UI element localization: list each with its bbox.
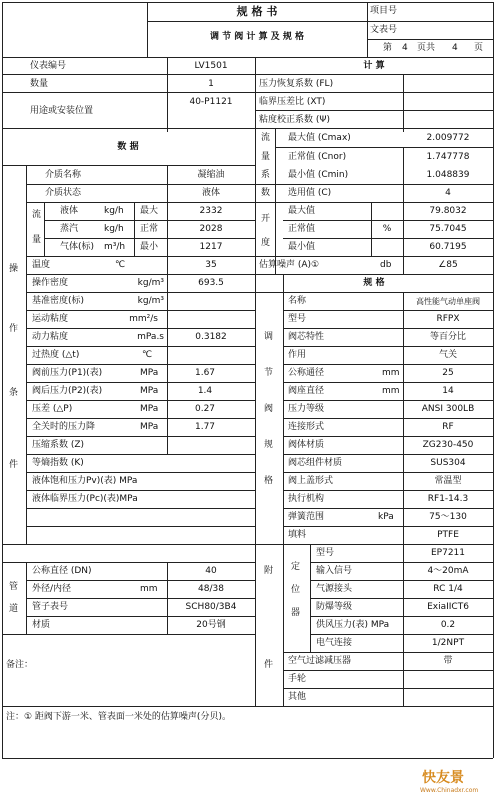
cnor-value: 1.747778 xyxy=(426,152,470,162)
spec-char-label: 阀芯特性 xyxy=(288,332,325,342)
doc-no-label: 文表号 xyxy=(370,25,398,35)
side-op-4: 件 xyxy=(9,460,19,470)
page-total: 4 xyxy=(452,43,458,53)
temp-label: 温度 xyxy=(32,260,51,270)
spec-actuator-label: 执行机构 xyxy=(288,494,325,504)
spec-packing-label: 填料 xyxy=(288,530,307,540)
spec-model-value: RFPX xyxy=(436,314,460,324)
pipe-dn-label: 公称直径 (DN) xyxy=(32,566,92,576)
valve-side-1: 调 xyxy=(264,332,274,342)
spec-spring-unit: kPa xyxy=(378,512,394,522)
pipe-mat-value: 20号钢 xyxy=(196,620,226,630)
liquid-label: 液体 xyxy=(60,206,79,216)
pos-model-value: EP7211 xyxy=(430,548,466,558)
max-value: 2332 xyxy=(199,206,223,216)
pos-side-1: 定 xyxy=(291,562,301,572)
p1-label: 阀前压力(P1)(表) xyxy=(32,368,103,378)
steam-unit: kg/h xyxy=(104,224,124,234)
spec-seat-label: 阀座直径 xyxy=(288,386,325,396)
valve-side-2: 节 xyxy=(264,368,274,378)
cv-side-2: 量 xyxy=(261,152,271,162)
cmax-value: 2.009772 xyxy=(426,133,470,143)
spec-dn-value: 25 xyxy=(442,368,454,378)
spec-bonnet-label: 阀上盖形式 xyxy=(288,476,334,486)
temp-value: 35 xyxy=(205,260,217,270)
air-label: 气源接头 xyxy=(316,584,353,594)
pipe-od-label: 外径/内径 xyxy=(32,584,72,594)
dp-value: 0.27 xyxy=(194,404,216,414)
min-label: 最小 xyxy=(140,242,159,252)
max-label: 最大 xyxy=(140,206,159,216)
p2-unit: MPa xyxy=(140,386,159,396)
shutoff-value: 1.77 xyxy=(194,422,216,432)
watermark-url: Www.Chinadxr.com xyxy=(420,787,479,794)
op-density-unit: kg/m³ xyxy=(137,278,164,288)
pipe-sch-label: 管子表号 xyxy=(32,602,69,612)
normal-value: 2028 xyxy=(199,224,223,234)
spec-actuator-value: RF1-14.3 xyxy=(427,494,469,504)
noise-unit: db xyxy=(380,260,392,270)
usage-value: 40-P1121 xyxy=(189,97,233,107)
tag-label: 仪表编号 xyxy=(30,61,67,71)
page-number: 4 xyxy=(402,43,408,53)
onor-label: 正常值 xyxy=(288,224,316,234)
ex-value: ExiaIICT6 xyxy=(427,602,469,612)
csel-label: 选用值 (C) xyxy=(288,188,332,198)
input-value: 4～20mA xyxy=(427,566,469,576)
data-title: 数 据 xyxy=(117,142,139,152)
z-label: 压缩系数 (Z) xyxy=(32,440,85,450)
watermark-logo xyxy=(420,770,492,796)
other-label: 其他 xyxy=(288,692,307,702)
open-side-2: 度 xyxy=(261,238,271,248)
spec-name-value: 高性能气动单座阀 xyxy=(416,297,480,306)
kin-visc-label: 运动粘度 xyxy=(32,314,69,324)
cmax-label: 最大值 (Cmax) xyxy=(288,133,351,143)
pos-model-label: 型号 xyxy=(316,548,335,558)
spec-action-label: 作用 xyxy=(288,350,307,360)
spec-name-label: 名称 xyxy=(288,296,307,306)
pipe-od-unit: mm xyxy=(140,584,158,594)
dyn-visc-unit: mPa.s xyxy=(137,332,164,342)
spec-title: 规 格 xyxy=(363,278,385,288)
filter-value: 带 xyxy=(443,656,453,666)
cmin-value: 1.048839 xyxy=(426,170,470,180)
medium-state-value: 液体 xyxy=(201,188,221,198)
p2-label: 阀后压力(P2)(表) xyxy=(32,386,103,396)
spec-dn-unit: mm xyxy=(382,368,400,378)
doc-subtitle: 调 节 阀 计 算 及 规 格 xyxy=(210,32,304,42)
pipe-side-2: 道 xyxy=(9,604,19,614)
omin-value: 60.7195 xyxy=(429,242,467,252)
csel-value: 4 xyxy=(445,188,451,198)
noise-value: ∠85 xyxy=(438,260,458,270)
side-op-1: 操 xyxy=(9,264,19,274)
supply-label: 供风压力(表) MPa xyxy=(316,620,390,630)
shutoff-unit: MPa xyxy=(140,422,159,432)
acc-side-1: 附 xyxy=(264,566,274,576)
doc-title: 规 格 书 xyxy=(236,5,278,18)
spec-seat-unit: mm xyxy=(382,386,400,396)
pipe-side-1: 管 xyxy=(9,582,19,592)
spec-dn-label: 公称通径 xyxy=(288,368,325,378)
qty-label: 数量 xyxy=(30,79,49,89)
flow-side-1: 流 xyxy=(32,210,42,220)
elec-label: 电气连接 xyxy=(316,638,353,648)
elec-value: 1/2NPT xyxy=(431,638,465,648)
gas-label: 气体(标) xyxy=(60,242,95,252)
min-value: 1217 xyxy=(199,242,223,252)
valve-side-5: 格 xyxy=(264,476,274,486)
flow-side-2: 量 xyxy=(32,235,42,245)
kin-visc-unit: mm²/s xyxy=(129,314,158,324)
spec-spring-value: 75～130 xyxy=(429,512,467,522)
dyn-visc-value: 0.3182 xyxy=(195,332,227,342)
op-density-label: 操作密度 xyxy=(32,278,69,288)
shutoff-label: 全关时的压力降 xyxy=(32,422,96,432)
spec-body-value: ZG230-450 xyxy=(422,440,474,450)
spec-bonnet-value: 常温型 xyxy=(434,476,462,486)
k-label: 等熵指数 (K) xyxy=(32,458,84,468)
cv-side-4: 数 xyxy=(261,188,271,198)
superheat-unit: ℃ xyxy=(142,350,153,360)
pos-side-2: 位 xyxy=(291,585,301,595)
project-label: 项目号 xyxy=(370,6,398,16)
omin-label: 最小值 xyxy=(288,242,316,252)
onor-value: 75.7045 xyxy=(429,224,467,234)
spec-char-value: 等百分比 xyxy=(429,332,467,342)
p2-value: 1.4 xyxy=(197,386,213,396)
usage-label: 用途或安装位置 xyxy=(30,106,94,116)
spec-trim-value: SUS304 xyxy=(430,458,466,468)
page-label-1: 第 xyxy=(383,43,393,53)
gas-unit: m³/h xyxy=(104,242,126,252)
temp-unit: ℃ xyxy=(115,260,126,270)
ex-label: 防爆等级 xyxy=(316,602,353,612)
spec-rating-label: 压力等级 xyxy=(288,404,325,414)
noise-label: 估算噪声 (A)① xyxy=(259,260,320,270)
dp-label: 压差 (△P) xyxy=(32,404,73,414)
footnote: 注：① 距阀下游一米、管表面一米处的估算噪声(分贝)。 xyxy=(6,712,231,722)
cv-side-3: 系 xyxy=(261,170,271,180)
omax-value: 79.8032 xyxy=(429,206,467,216)
acc-side-2: 件 xyxy=(264,660,274,670)
side-op-3: 条 xyxy=(9,388,19,398)
spec-action-value: 气关 xyxy=(438,350,458,360)
open-side-1: 开 xyxy=(261,214,271,224)
spec-model-label: 型号 xyxy=(288,314,307,324)
pos-side-3: 器 xyxy=(291,608,301,618)
handwheel-label: 手轮 xyxy=(288,674,307,684)
fl-label: 压力恢复系数 (FL) xyxy=(259,79,334,89)
xt-label: 临界压差比 (XT) xyxy=(259,97,326,107)
page-label-3: 页 xyxy=(474,43,484,53)
air-value: RC 1/4 xyxy=(433,584,463,594)
steam-label: 蒸汽 xyxy=(60,224,79,234)
pipe-sch-value: SCH80/3B4 xyxy=(185,602,237,612)
supply-value: 0.2 xyxy=(440,620,456,630)
psi-label: 粘度校正系数 (Ψ) xyxy=(259,115,330,125)
pc-label: 液体临界压力(Pc)(表)MPa xyxy=(32,494,138,504)
pipe-mat-label: 材质 xyxy=(32,620,51,630)
side-op-2: 作 xyxy=(9,324,19,334)
calc-title: 计 算 xyxy=(363,61,385,71)
liquid-unit: kg/h xyxy=(104,206,124,216)
pv-label: 液体饱和压力Pv)(表) MPa xyxy=(32,476,138,486)
spec-trim-label: 阀芯组件材质 xyxy=(288,458,343,468)
superheat-label: 过热度 (△t) xyxy=(32,350,80,360)
omax-label: 最大值 xyxy=(288,206,316,216)
spec-packing-value: PTFE xyxy=(437,530,459,540)
spec-spring-label: 弹簧范围 xyxy=(288,512,325,522)
base-density-label: 基准密度(标) xyxy=(32,296,85,306)
valve-side-4: 规 xyxy=(264,440,274,450)
p1-value: 1.67 xyxy=(194,368,216,378)
cnor-label: 正常值 (Cnor) xyxy=(288,152,347,162)
medium-name-value: 凝缩油 xyxy=(197,170,225,180)
pipe-dn-value: 40 xyxy=(205,566,217,576)
pipe-od-value: 48/38 xyxy=(198,584,224,594)
cmin-label: 最小值 (Cmin) xyxy=(288,170,349,180)
op-density-value: 693.5 xyxy=(198,278,224,288)
base-density-unit: kg/m³ xyxy=(137,296,164,306)
medium-name-label: 介质名称 xyxy=(45,170,82,180)
spec-seat-value: 14 xyxy=(442,386,454,396)
remarks-label: 备注： xyxy=(6,660,34,670)
valve-side-3: 阀 xyxy=(264,404,274,414)
watermark-text: 快友景 xyxy=(422,770,464,786)
medium-state-label: 介质状态 xyxy=(45,188,82,198)
tag-value: LV1501 xyxy=(194,61,228,71)
page-label-2: 页共 xyxy=(417,43,436,53)
cv-side-1: 流 xyxy=(261,133,271,143)
spec-conn-value: RF xyxy=(442,422,454,432)
qty-value: 1 xyxy=(208,79,214,89)
dp-unit: MPa xyxy=(140,404,159,414)
spec-body-label: 阀体材质 xyxy=(288,440,325,450)
spec-conn-label: 连接形式 xyxy=(288,422,325,432)
input-label: 输入信号 xyxy=(316,566,353,576)
spec-rating-value: ANSI 300LB xyxy=(421,404,475,414)
dyn-visc-label: 动力粘度 xyxy=(32,332,69,342)
filter-label: 空气过滤减压器 xyxy=(288,656,352,666)
open-unit: % xyxy=(382,224,392,234)
normal-label: 正常 xyxy=(140,224,159,234)
p1-unit: MPa xyxy=(140,368,159,378)
